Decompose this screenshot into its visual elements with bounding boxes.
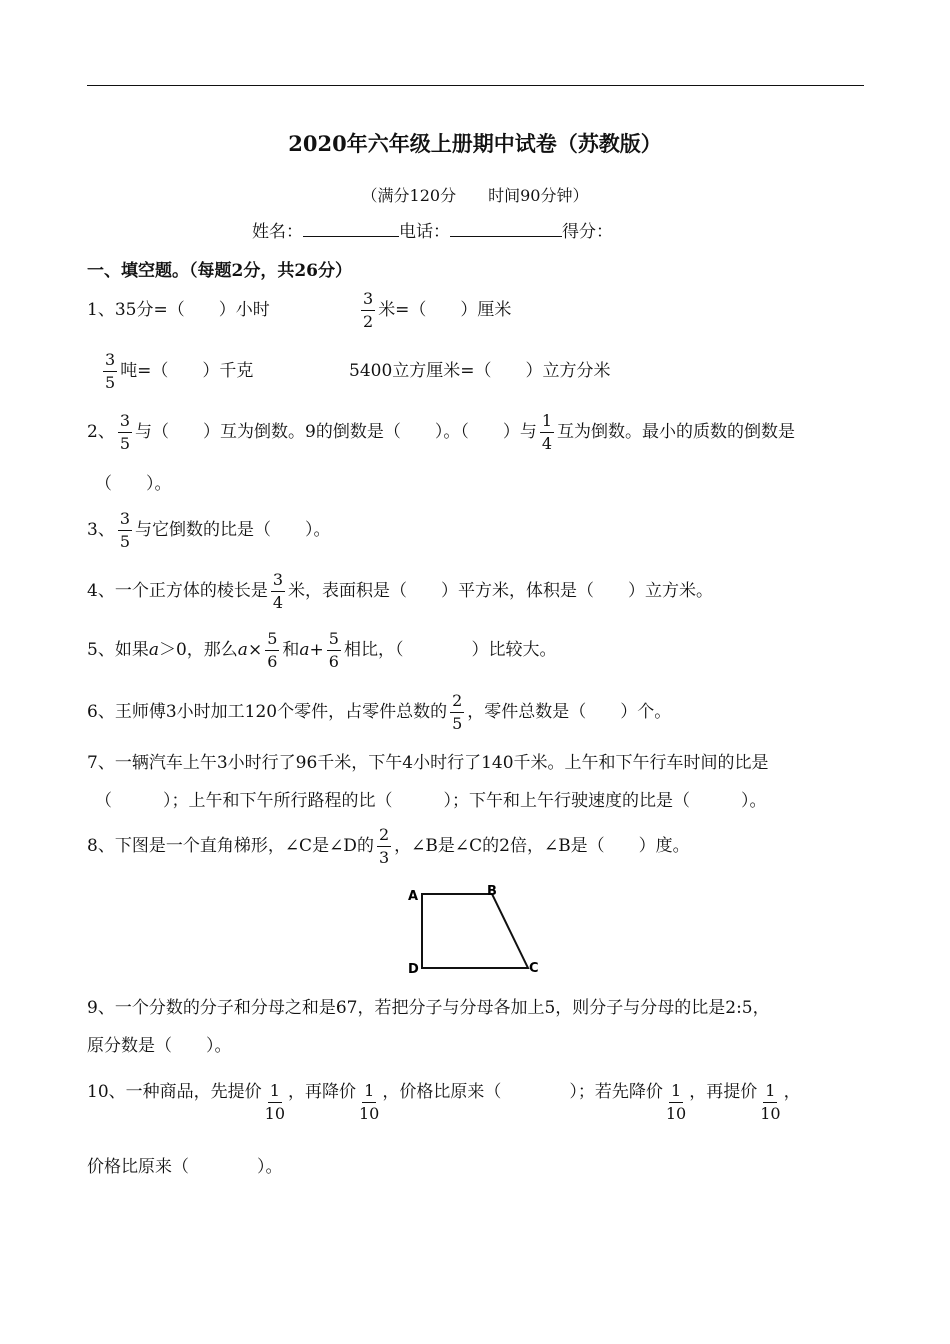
label-b: B [487,884,497,899]
header-rule [87,85,864,86]
exam-info: （满分120分 时间90分钟） [361,186,589,205]
question-5: 5、如果a＞0，那么a× $\frac{5}{6}$ 和a+ $\frac{5}{6}$ 相比，（ ）比较大。 [87,629,557,671]
question-6: 6、王师傅3小时加工120个零件，占零件总数的 $\frac{2}{5}$ ，零件总数是（ ）个。 [87,691,672,733]
question-1a: 1、35分=（ ）小时 [87,300,270,320]
section-heading: 一、填空题。（每题2分，共26分） [87,261,352,281]
name-label: 姓名： [252,222,303,242]
question-3: 3、 $\frac{3}{5}$ 与它倒数的比是（ ）。 [87,509,331,551]
fraction: $\frac{1}{10}$ [665,1081,687,1123]
question-7-line2: （ ）；上午和下午所行路程的比（ ）；下午和上午行驶速度的比是（ ）。 [95,791,767,811]
fraction: $\frac{3}{4}$ [272,570,284,612]
question-10-line2: 价格比原来（ ）。 [87,1157,283,1177]
question-9-line2: 原分数是（ ）。 [87,1036,232,1056]
question-2-line2: （ ）。 [95,474,172,494]
fraction: $\frac{2}{3}$ [378,825,390,867]
phone-label: 电话： [399,222,450,242]
fraction: $\frac{1}{4}$ [541,411,553,453]
trapezoid-diagram [400,880,550,980]
question-1b: $\frac{3}{2}$ 米=（ ）厘米 [363,289,512,331]
question-7: 7、一辆汽车上午3小时行了96千米，下午4小时行了140千米。上午和下午行车时间的比是 [87,753,769,773]
label-c: C [529,961,539,976]
fraction: $\frac{5}{6}$ [328,629,339,671]
fraction: $\frac{2}{5}$ [452,691,463,733]
fraction: $\frac{5}{6}$ [267,629,278,671]
label-d: D [408,962,419,977]
trapezoid-shape [422,894,528,968]
fraction: $\frac{1}{10}$ [264,1081,285,1123]
question-2: 2、 $\frac{3}{5}$ 与（ ）互为倒数。9的倒数是（ ）。（ ）与 $\frac{1}{4}$ 互为倒数。最小的质数的倒数是 [87,411,796,453]
question-9: 9、一个分数的分子和分母之和是67，若把分子与分母各加上5，则分子与分母的比是2:5， [87,998,770,1018]
label-a: A [408,889,419,904]
question-10: 10、一种商品，先提价 $\frac{1}{10}$ ，再降价 $\frac{1}{10}$ ，价格比原来（ ）；若先降价 $\frac{1}{10}$ ，再提价 $\frac{1}{10}$ ， [87,1081,801,1123]
fraction: $\frac{3}{5}$ [105,350,116,392]
question-8: 8、下图是一个直角梯形，∠C是∠D的 $\frac{2}{3}$ ，∠B是∠C的2倍，∠B是（ ）度。 [87,825,690,867]
student-info-row [252,218,613,244]
score-label: 得分： [562,222,613,242]
fraction: $\frac{3}{5}$ [119,411,131,453]
question-1d: 5400立方厘米=（ ）立方分米 [349,361,611,381]
question-1c: $\frac{3}{5}$ 吨=（ ）千克 [105,350,254,392]
fraction: $\frac{1}{10}$ [760,1081,781,1123]
page-title: 2020年六年级上册期中试卷（苏教版） [288,131,662,156]
phone-blank[interactable] [450,218,562,237]
name-blank[interactable] [303,218,399,237]
fraction: $\frac{1}{10}$ [359,1081,380,1123]
fraction: $\frac{3}{2}$ [363,289,374,331]
fraction: $\frac{3}{5}$ [119,509,131,551]
question-4: 4、一个正方体的棱长是 $\frac{3}{4}$ 米，表面积是（ ）平方米，体积是（ ）立方米。 [87,570,714,612]
